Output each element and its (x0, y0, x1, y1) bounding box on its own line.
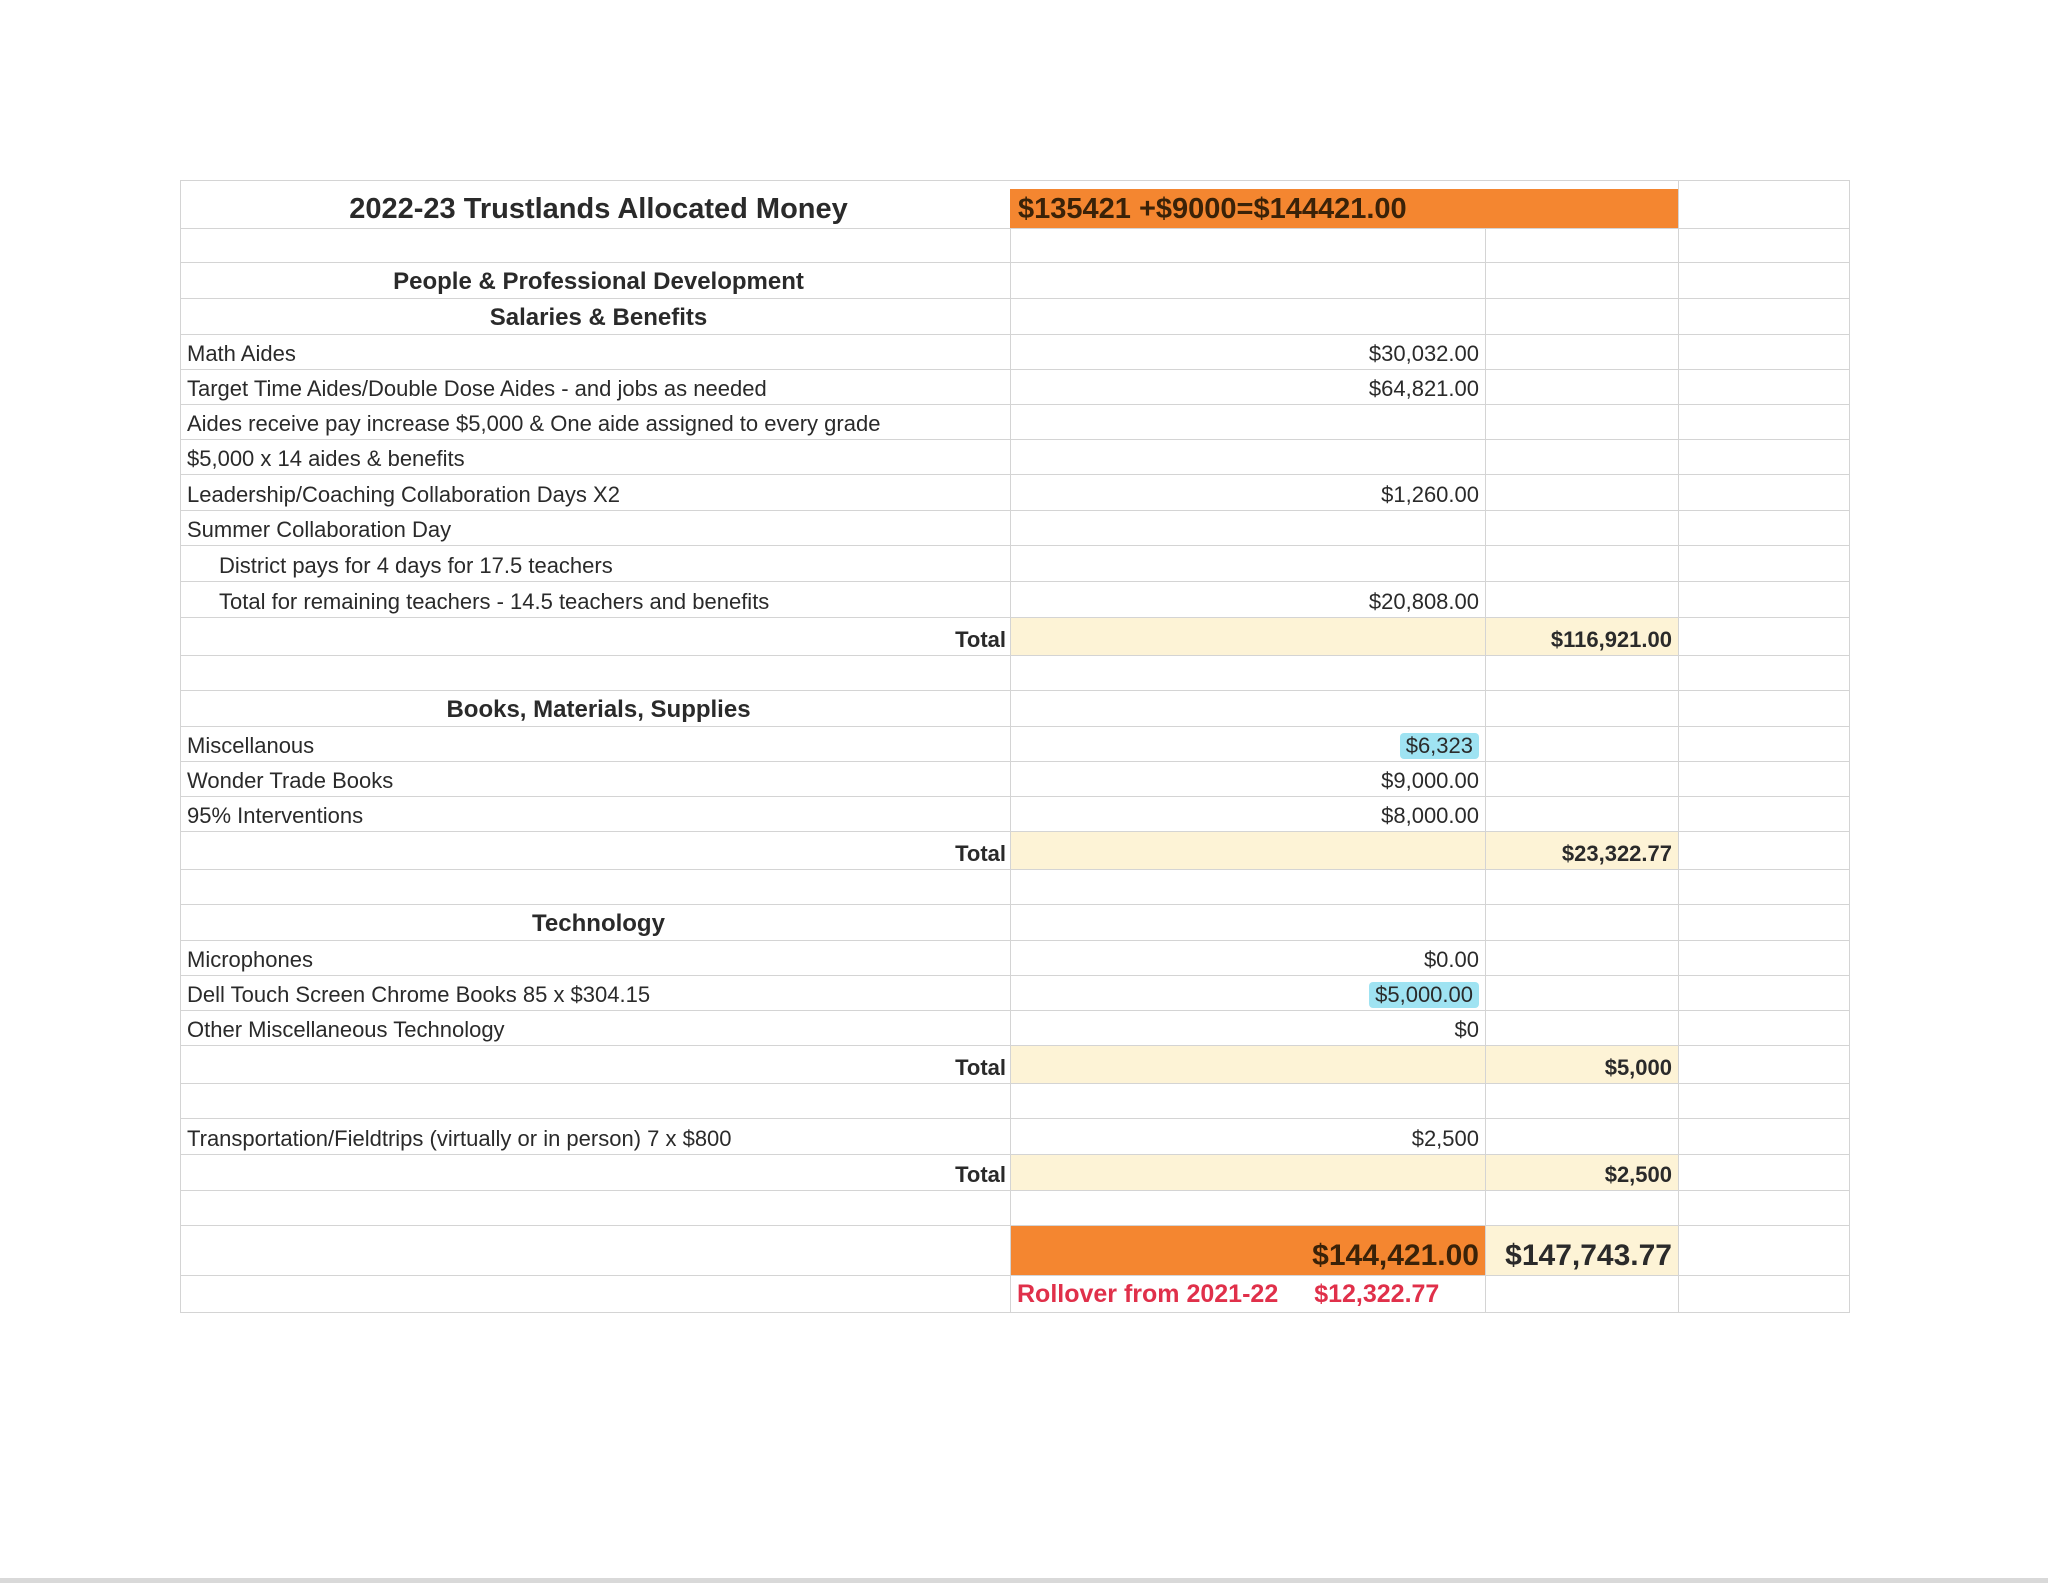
empty-cell (1678, 511, 1850, 546)
line-item-amount: $1,260.00 (1010, 475, 1485, 511)
highlighted-amount: $6,323 (1400, 733, 1479, 759)
empty-cell (1678, 546, 1850, 582)
technology-heading: Technology (180, 905, 1010, 941)
line-item-desc: Summer Collaboration Day (180, 511, 1010, 546)
line-item-amount: $30,032.00 (1010, 335, 1485, 370)
empty-cell (1678, 797, 1850, 832)
empty-cell (1485, 229, 1678, 263)
line-item-desc: $5,000 x 14 aides & benefits (180, 440, 1010, 475)
empty-cell (1678, 1226, 1850, 1276)
line-item-row (180, 940, 1850, 976)
allocated-total: $144,421.00 (1010, 1226, 1485, 1276)
line-item-desc: Leadership/Coaching Collaboration Days X2 (180, 475, 1010, 511)
empty-cell (1678, 656, 1850, 691)
line-item-row (180, 510, 1850, 546)
empty-cell (1485, 976, 1678, 1011)
empty-cell (1485, 656, 1678, 691)
empty-cell (1485, 870, 1678, 905)
empty-cell (1010, 905, 1485, 941)
empty-cell (1678, 1046, 1850, 1084)
empty-cell (1010, 870, 1485, 905)
rollover-cell (1010, 1276, 1485, 1312)
line-item-amount (1010, 511, 1485, 546)
total-row (180, 617, 1850, 656)
empty-cell (1678, 582, 1850, 618)
empty-cell (1010, 1155, 1485, 1191)
line-item-row (180, 369, 1850, 405)
line-item-row (180, 474, 1850, 511)
empty-cell (1485, 762, 1678, 797)
empty-cell (1678, 762, 1850, 797)
section-total: $2,500 (1485, 1155, 1678, 1191)
empty-cell (1485, 263, 1678, 299)
total-row (180, 1154, 1850, 1191)
grand-total-row (180, 1225, 1850, 1276)
line-item-desc: Miscellanous (180, 727, 1010, 762)
line-item-amount (1010, 546, 1485, 582)
line-item-amount: $9,000.00 (1010, 762, 1485, 797)
section-heading-row (180, 690, 1850, 727)
empty-cell (1485, 1191, 1678, 1226)
highlighted-amount: $5,000.00 (1369, 982, 1479, 1008)
empty-cell (1678, 1191, 1850, 1226)
empty-cell (180, 870, 1010, 905)
line-item-row (180, 439, 1850, 475)
budget-sheet (180, 180, 1850, 1320)
empty-cell (1010, 299, 1485, 335)
line-item-row (180, 975, 1850, 1011)
empty-cell (1010, 691, 1485, 727)
line-item-row (180, 581, 1850, 618)
line-item-amount (1010, 727, 1485, 762)
empty-cell (1678, 618, 1850, 656)
line-item-desc: Other Miscellaneous Technology (180, 1011, 1010, 1046)
budget-banner: $135421 +$9000=$144421.00 (1010, 189, 1678, 229)
empty-cell (180, 1226, 1010, 1276)
blank-row (180, 869, 1850, 905)
empty-cell (1678, 229, 1850, 263)
blank-row (180, 655, 1850, 691)
empty-cell (180, 1276, 1010, 1312)
empty-cell (1678, 263, 1850, 299)
blank-row (180, 1190, 1850, 1226)
empty-cell (1678, 405, 1850, 440)
line-item-desc: Microphones (180, 941, 1010, 976)
rollover-amount: $12,322.77 (1314, 1280, 1440, 1308)
line-item-amount: $0.00 (1010, 941, 1485, 976)
line-item-desc: Transportation/Fieldtrips (virtually or in person) 7 x $800 (180, 1119, 1010, 1155)
empty-cell (180, 1084, 1010, 1119)
empty-cell (1678, 370, 1850, 405)
title-row (180, 180, 1850, 229)
empty-cell (1678, 1084, 1850, 1119)
total-label: Total (180, 1155, 1010, 1191)
empty-cell (1485, 370, 1678, 405)
empty-cell (180, 229, 1010, 263)
empty-cell (1678, 475, 1850, 511)
line-item-desc: Aides receive pay increase $5,000 & One aide assigned to every grade (180, 405, 1010, 440)
total-label: Total (180, 618, 1010, 656)
empty-cell (1485, 511, 1678, 546)
line-item-row (180, 334, 1850, 370)
line-item-amount: $8,000.00 (1010, 797, 1485, 832)
empty-cell (1010, 263, 1485, 299)
empty-cell (1485, 440, 1678, 475)
empty-cell (1485, 941, 1678, 976)
empty-cell (1010, 229, 1485, 263)
line-item-row (180, 726, 1850, 762)
empty-cell (1485, 727, 1678, 762)
empty-cell (1678, 1119, 1850, 1155)
empty-cell (1678, 335, 1850, 370)
empty-cell (1678, 691, 1850, 727)
empty-cell (1678, 1011, 1850, 1046)
line-item-row (180, 761, 1850, 797)
empty-cell (1678, 832, 1850, 870)
total-label: Total (180, 1046, 1010, 1084)
empty-cell (1678, 1155, 1850, 1191)
empty-cell (1010, 656, 1485, 691)
line-item-amount (1010, 976, 1485, 1011)
empty-cell (1485, 1011, 1678, 1046)
total-label: Total (180, 832, 1010, 870)
empty-cell (1678, 727, 1850, 762)
line-item-amount: $64,821.00 (1010, 370, 1485, 405)
empty-cell (1485, 335, 1678, 370)
empty-cell (1485, 797, 1678, 832)
rollover-label: Rollover from 2021-22 (1017, 1280, 1279, 1308)
empty-cell (1678, 905, 1850, 941)
sheet-title: 2022-23 Trustlands Allocated Money (180, 181, 1010, 229)
blank-row (180, 1083, 1850, 1119)
empty-cell (1485, 582, 1678, 618)
line-item-amount (1010, 405, 1485, 440)
total-row (180, 831, 1850, 870)
line-item-row (180, 404, 1850, 440)
empty-cell (1485, 905, 1678, 941)
people-heading: People & Professional Development (180, 263, 1010, 299)
section-total: $116,921.00 (1485, 618, 1678, 656)
empty-cell (1485, 1119, 1678, 1155)
line-item-desc: Total for remaining teachers - 14.5 teachers and benefits (180, 582, 1010, 618)
empty-cell (180, 656, 1010, 691)
empty-cell (1010, 1084, 1485, 1119)
grand-total: $147,743.77 (1485, 1226, 1678, 1276)
salaries-subheading: Salaries & Benefits (180, 299, 1010, 335)
empty-cell (1010, 1046, 1485, 1084)
empty-cell (1485, 405, 1678, 440)
line-item-amount: $0 (1010, 1011, 1485, 1046)
empty-cell (1678, 941, 1850, 976)
line-item-amount (1010, 440, 1485, 475)
line-item-desc: Math Aides (180, 335, 1010, 370)
empty-cell (1678, 870, 1850, 905)
line-item-row (180, 796, 1850, 832)
books-heading: Books, Materials, Supplies (180, 691, 1010, 727)
line-item-row (180, 1010, 1850, 1046)
empty-cell (1485, 299, 1678, 335)
section-subheading-row (180, 298, 1850, 335)
scan-edge (0, 1578, 2048, 1583)
empty-cell (1485, 691, 1678, 727)
section-heading-row (180, 904, 1850, 941)
line-item-desc: Wonder Trade Books (180, 762, 1010, 797)
line-item-desc: District pays for 4 days for 17.5 teachers (180, 546, 1010, 582)
empty-cell (1678, 299, 1850, 335)
line-item-row (180, 1118, 1850, 1155)
blank-row (180, 228, 1850, 263)
empty-cell (1678, 440, 1850, 475)
empty-cell (1678, 1276, 1850, 1312)
line-item-desc: Target Time Aides/Double Dose Aides - and jobs as needed (180, 370, 1010, 405)
line-item-amount: $2,500 (1010, 1119, 1485, 1155)
line-item-desc: Dell Touch Screen Chrome Books 85 x $304.15 (180, 976, 1010, 1011)
section-total: $23,322.77 (1485, 832, 1678, 870)
empty-cell (1010, 832, 1485, 870)
empty-cell (1485, 475, 1678, 511)
line-item-row (180, 545, 1850, 582)
section-total: $5,000 (1485, 1046, 1678, 1084)
empty-cell (180, 1191, 1010, 1226)
empty-cell (1010, 618, 1485, 656)
empty-cell (1485, 1276, 1678, 1312)
empty-cell (1678, 976, 1850, 1011)
section-heading-row (180, 262, 1850, 299)
total-row (180, 1045, 1850, 1084)
empty-cell (1485, 546, 1678, 582)
empty-cell (1010, 1191, 1485, 1226)
empty-cell (1678, 181, 1850, 229)
empty-cell (1485, 1084, 1678, 1119)
line-item-desc: 95% Interventions (180, 797, 1010, 832)
line-item-amount: $20,808.00 (1010, 582, 1485, 618)
rollover-row (180, 1275, 1850, 1313)
